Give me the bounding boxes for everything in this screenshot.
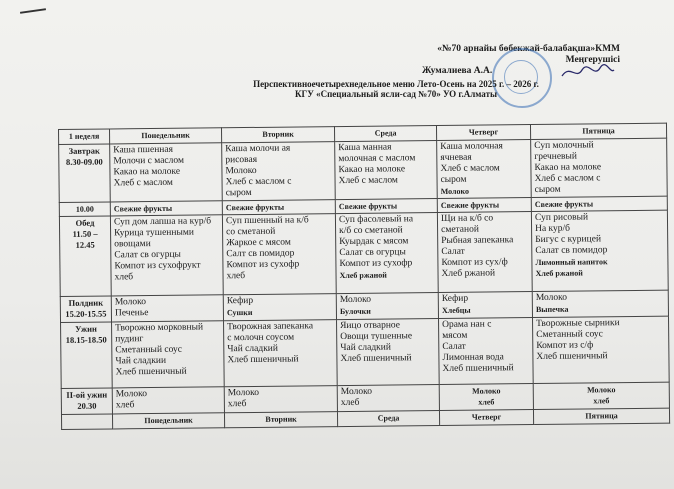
row-label: Ужин 18.15-18.50 <box>61 322 113 389</box>
column-footer: Четверг <box>439 410 533 426</box>
document-header <box>120 40 660 110</box>
menu-cell: Суп молочный гречневый Какао на молоке Хлеб с маслом с сыром <box>531 138 668 197</box>
title-line-1: Перспективноечетырехнедельное меню Лето-Осень на 2025 г. – 2026 г. <box>253 79 539 89</box>
row-label: 10.00 <box>59 202 110 217</box>
menu-cell: Свежие фрукты <box>222 200 335 215</box>
column-header: Четверг <box>436 125 530 141</box>
menu-cell: Кефир Сушки <box>223 294 336 321</box>
menu-cell: Молоко хлеб <box>533 382 669 409</box>
row-label: Полдник 15.20-15.55 <box>60 296 111 323</box>
document-title <box>196 79 596 99</box>
table-row-dinner <box>61 316 670 388</box>
menu-cell: Творожная запеканка с молочн соусом Чай сладкий Хлеб пшеничный <box>224 320 338 387</box>
menu-cell: Каша молочи ая рисовая Молоко Хлеб с маслом с сыром <box>222 142 336 201</box>
column-header: Пятница <box>530 123 666 139</box>
menu-cell: Яицо отварное Овощи тушенные Чай сладкий Хлеб пшеничный <box>337 319 440 386</box>
column-footer: Пятница <box>533 408 669 424</box>
menu-cell: Свежие фрукты <box>531 196 667 211</box>
approval-org-line: «№70 арнайы бөбекжай-балабақша»КММ <box>437 44 620 54</box>
column-footer: Понедельник <box>112 413 224 429</box>
menu-cell: Каша пшенная Молочи с маслом Какао на молоке Хлеб с маслом <box>110 143 223 202</box>
menu-cell: Орама нан с мясом Салат Лимонная вода Хлеб пшеничный <box>439 318 534 385</box>
menu-cell: Каша манная молочная с маслом Какао на молоке Хлеб с маслом <box>335 141 438 200</box>
column-header: 1 неделя <box>59 129 110 145</box>
menu-cell: Свежие фрукты <box>335 199 437 214</box>
menu-cell: Суп пшенный на к/б со сметаной Жаркое с мясом Салт св помидор Компот из сухофр хлеб <box>222 214 336 295</box>
row-label: Завтрак 8.30-09.00 <box>59 144 111 203</box>
stamp-seal <box>492 48 552 108</box>
menu-cell: Молоко хлеб <box>112 387 224 414</box>
menu-cell: Кефир Хлебцы <box>438 292 532 319</box>
menu-cell: Молоко хлеб <box>337 385 439 412</box>
menu-cell: Молоко Выпечка <box>532 290 668 317</box>
table-row-breakfast <box>59 138 668 202</box>
menu-cell: Свежие фрукты <box>110 201 222 216</box>
title-line-2: КГУ «Специальный ясли-сад №70» УО г.Алматы <box>294 89 498 99</box>
signer-name: Жумалиева А.А. <box>422 66 493 76</box>
menu-cell: Суп рисовый На кур/б Бигус с курицей Салат св помидор Лимонный напиток Хлеб ржаной <box>531 210 668 291</box>
row-label: Обед 11.50 – 12.45 <box>59 216 111 297</box>
column-header: Вторник <box>221 127 334 143</box>
column-footer <box>61 414 112 430</box>
menu-cell: Щи на к/б со сметаной Рыбная запеканка Салат Компот из сух/ф Хлеб ржаной <box>437 212 532 293</box>
scan-mark <box>20 8 46 14</box>
menu-cell: Молоко хлеб <box>439 384 533 411</box>
approval-role-line: Меңгерушісі <box>565 55 620 65</box>
column-footer: Среда <box>337 411 439 427</box>
menu-cell: Молоко Печенье <box>111 295 223 322</box>
column-header: Понедельник <box>110 128 222 144</box>
menu-cell: Творожно морковный пудинг Сметанный соус Чай сладкии Хлеб пшеничный <box>112 321 225 388</box>
menu-cell: Творожные сырники Сметанный соус Компот из с/ф Хлеб пшеничный <box>533 316 670 383</box>
column-header: Среда <box>334 126 436 142</box>
row-label: ІІ-ой ужин 20.30 <box>61 388 112 415</box>
table-row-lunch <box>59 210 668 296</box>
menu-cell: Суп фасолевый на к/б со сметаной Куырдак с мясом Салат св огурцы Компот из сухофр Хлеб ржаной <box>335 213 438 294</box>
menu-cell: Молоко Булочки <box>336 293 438 320</box>
menu-cell: Молоко хлеб <box>224 386 337 413</box>
menu-cell: Каша молочная ячневая Хлеб с маслом сыром Молоко <box>437 140 532 199</box>
menu-cell: Суп дом лапша на кур/б Курица тушенными овощами Салат св огурцы Компот из сухофрукт хлеб <box>110 215 223 296</box>
menu-cell: Свежие фрукты <box>437 198 531 213</box>
column-footer: Вторник <box>224 412 337 428</box>
menu-table <box>58 123 670 430</box>
